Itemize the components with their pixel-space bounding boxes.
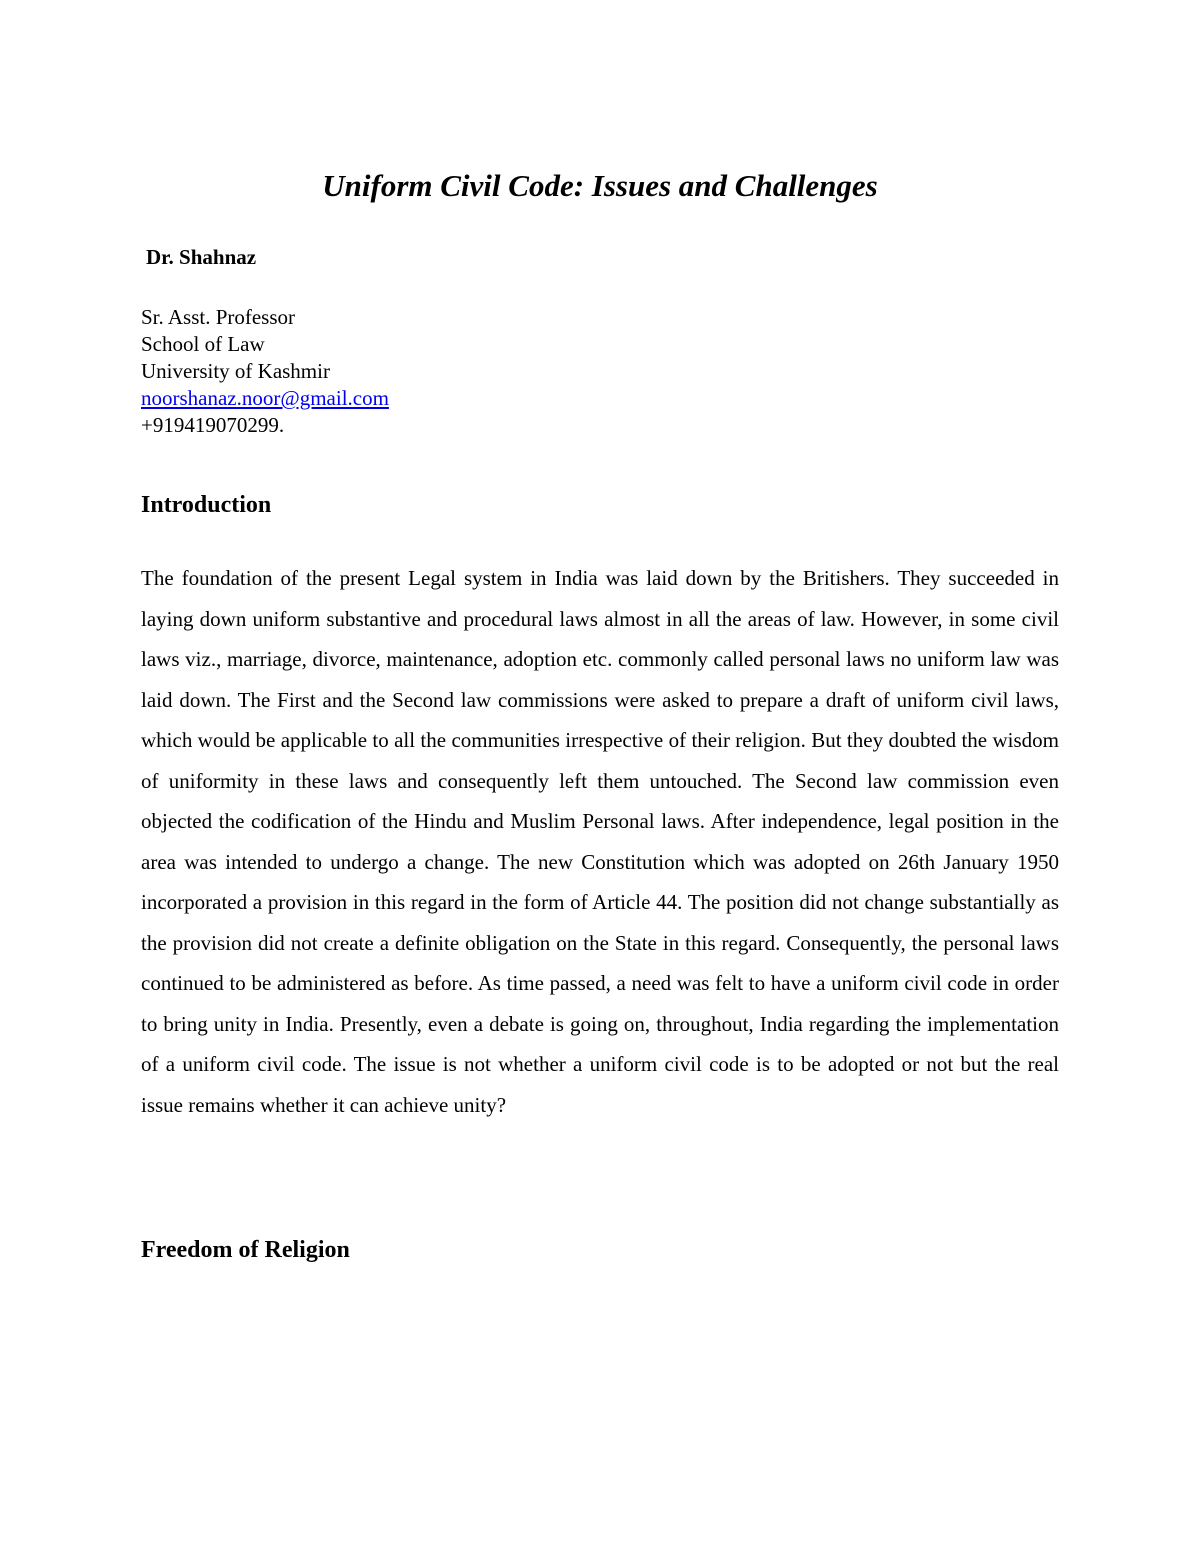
document-title: Uniform Civil Code: Issues and Challenges xyxy=(322,168,878,203)
author-name: Dr. Shahnaz xyxy=(146,245,257,269)
author-email-link[interactable]: noorshanaz.noor@gmail.com xyxy=(141,386,389,410)
author-department: School of Law xyxy=(141,332,265,356)
author-university: University of Kashmir xyxy=(141,359,330,383)
author-phone: +919419070299. xyxy=(141,413,285,437)
author-affiliation xyxy=(141,304,389,439)
freedom-of-religion-heading: Freedom of Religion xyxy=(141,1237,350,1263)
introduction-heading: Introduction xyxy=(141,492,272,518)
author-position: Sr. Asst. Professor xyxy=(141,305,296,329)
introduction-paragraph: The foundation of the present Legal system in India was laid down by the Britishers. They succeeded in laying down uniform substantive and procedural laws almost in all the areas of law. However, in some civil laws viz., marriage, divorce, maintenance, adoption etc. commonly called personal laws no uniform law was laid down. The First and the Second law commissions were asked to prepare a draft of uniform civil laws, which would be applicable to all the communities irrespective of their religion. But they doubted the wisdom of uniformity in these laws and consequently left them untouched. The Second law commission even objected the codification of the Hindu and Muslim Personal laws. After independence, legal position in the area was intended to undergo a change. The new Constitution which was adopted on 26th January 1950 incorporated a provision in this regard in the form of Article 44. The position did not change substantially as the provision did not create a definite obligation on the State in this regard. Consequently, the personal laws continued to be administered as before. As time passed, a need was felt to have a uniform civil code in order to bring unity in India. Presently, even a debate is going on, throughout, India regarding the implementation of a uniform civil code. The issue is not whether a uniform civil code is to be adopted or not but the real issue remains whether it can achieve unity? xyxy=(141,566,1059,1117)
